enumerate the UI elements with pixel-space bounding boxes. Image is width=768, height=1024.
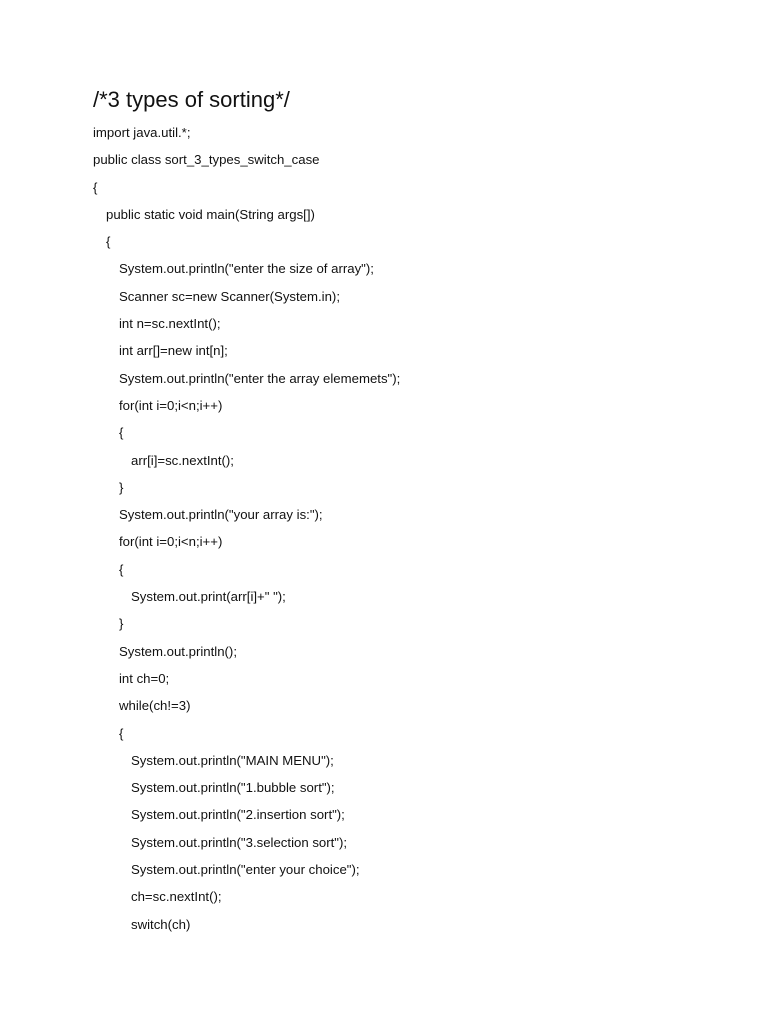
code-line: System.out.println("1.bubble sort");	[131, 780, 335, 796]
code-line: System.out.println("2.insertion sort");	[131, 807, 345, 823]
code-line: {	[119, 725, 124, 741]
code-line: int n=sc.nextInt();	[119, 316, 221, 332]
code-line: int arr[]=new int[n];	[119, 343, 228, 359]
code-line: System.out.println("your array is:");	[119, 507, 323, 523]
code-line: for(int i=0;i<n;i++)	[119, 397, 223, 413]
code-line: System.out.println("3.selection sort");	[131, 834, 348, 850]
code-line: arr[i]=sc.nextInt();	[131, 452, 234, 468]
code-line: System.out.println();	[119, 643, 237, 659]
code-line: System.out.print(arr[i]+" ");	[131, 589, 286, 605]
code-line: System.out.println("enter the size of array");	[119, 261, 374, 277]
code-line: public static void main(String args[])	[106, 206, 315, 222]
code-line: }	[119, 479, 124, 495]
code-listing	[93, 124, 400, 943]
code-line: switch(ch)	[131, 916, 191, 932]
code-line: public class sort_3_types_switch_case	[93, 152, 320, 168]
code-line: {	[93, 179, 98, 195]
code-line: System.out.println("enter your choice");	[131, 862, 360, 878]
code-line: for(int i=0;i<n;i++)	[119, 534, 223, 550]
code-line: int ch=0;	[119, 670, 170, 686]
code-line: import java.util.*;	[93, 125, 191, 140]
code-line: {	[119, 561, 124, 577]
code-line: {	[119, 425, 124, 441]
code-line: System.out.println("MAIN MENU");	[131, 752, 334, 768]
code-line: Scanner sc=new Scanner(System.in);	[119, 288, 340, 304]
code-line: {	[106, 234, 111, 250]
code-line: ch=sc.nextInt();	[131, 889, 222, 905]
code-line: while(ch!=3)	[119, 698, 191, 714]
document-title: /*3 types of sorting*/	[93, 87, 290, 112]
code-line: System.out.println("enter the array elememets");	[119, 370, 401, 386]
code-line: }	[119, 616, 124, 632]
